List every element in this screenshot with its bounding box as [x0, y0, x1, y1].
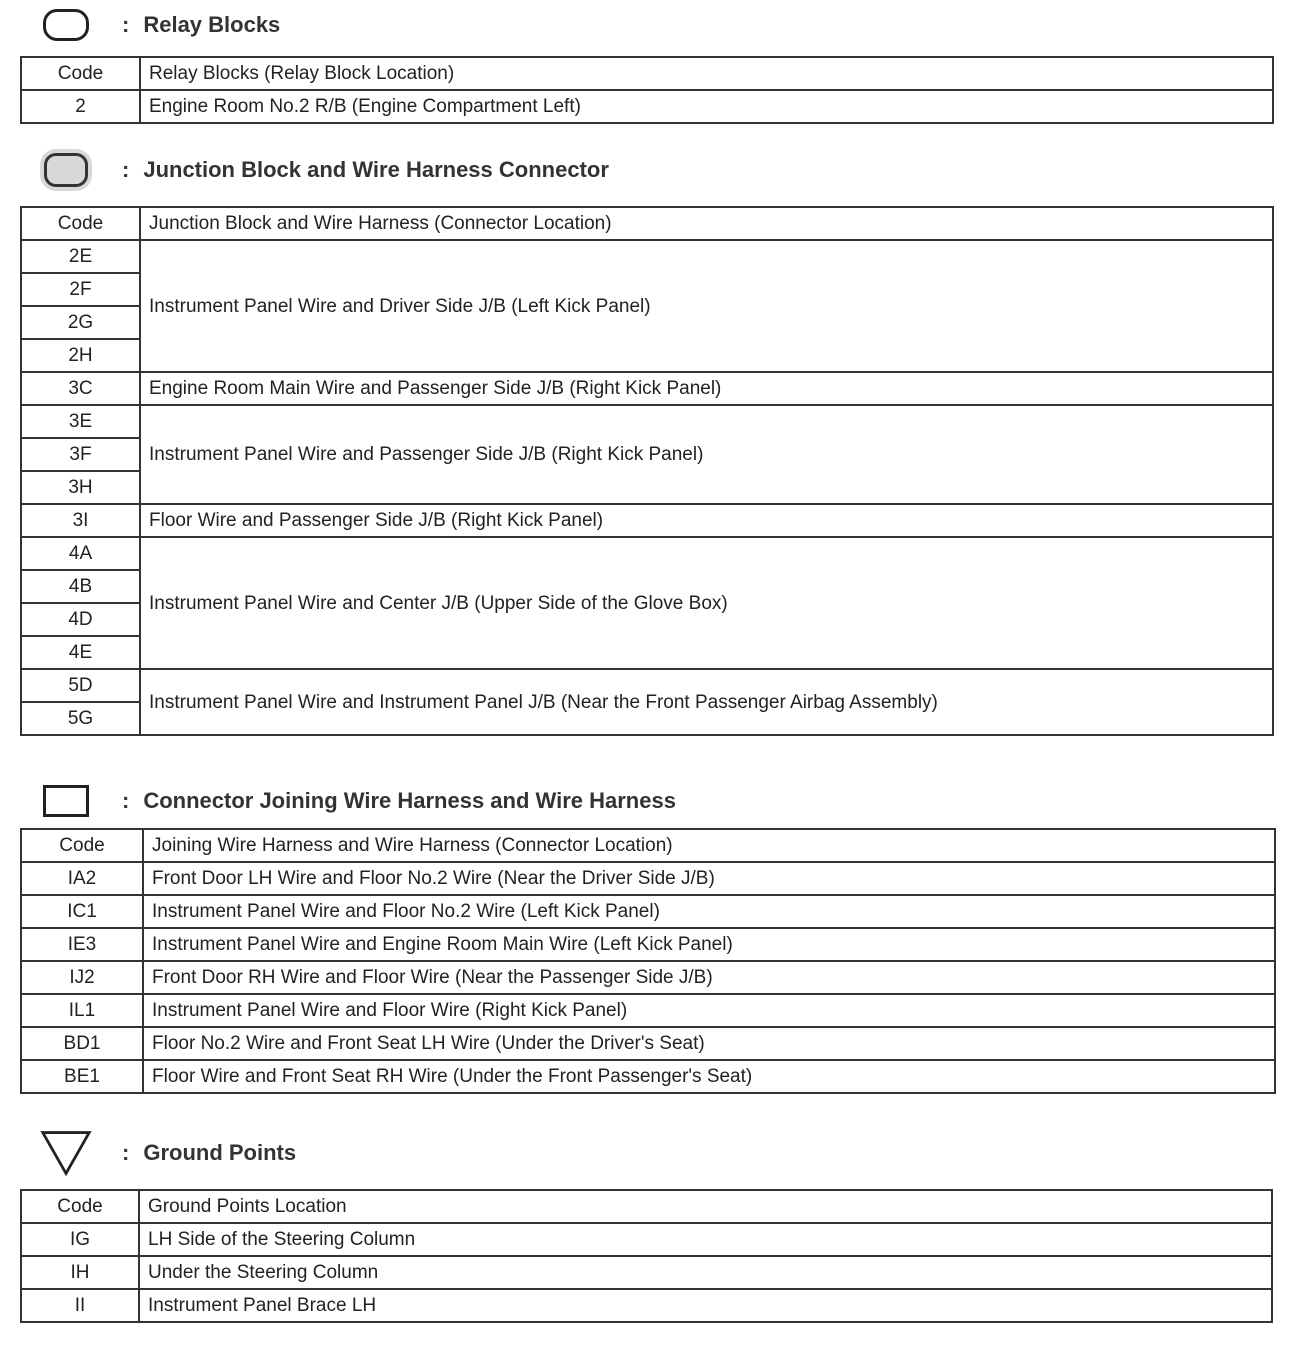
code-cell: 3E	[21, 405, 140, 438]
code-cell: 2H	[21, 339, 140, 372]
table-row	[21, 928, 1275, 961]
code-cell: 2F	[21, 273, 140, 306]
table-row	[21, 994, 1275, 1027]
code-header: Code	[21, 207, 140, 240]
junction-block-title: Junction Block and Wire Harness Connector	[143, 157, 609, 182]
table-row	[21, 405, 1273, 438]
code-cell: 2G	[21, 306, 140, 339]
ground-points-heading	[40, 1128, 296, 1178]
location-header: Relay Blocks (Relay Block Location)	[140, 57, 1273, 90]
code-cell: 3C	[21, 372, 140, 405]
connector-title: Connector Joining Wire Harness and Wire Harness	[143, 788, 676, 813]
code-cell: 4A	[21, 537, 140, 570]
location-header: Joining Wire Harness and Wire Harness (Connector Location)	[143, 829, 1275, 862]
relay-blocks-title: Relay Blocks	[143, 12, 281, 37]
junction-colon: :	[122, 157, 130, 182]
location-cell: Floor No.2 Wire and Front Seat LH Wire (Under the Driver's Seat)	[143, 1027, 1275, 1060]
code-cell: 2E	[21, 240, 140, 273]
code-cell: IE3	[21, 928, 143, 961]
code-cell: 2	[21, 90, 140, 123]
table-header-row	[21, 207, 1273, 240]
table-row	[21, 537, 1273, 570]
ground-points-table	[20, 1189, 1273, 1323]
relay-blocks-table	[20, 56, 1274, 124]
relay-block-oval-icon	[40, 3, 92, 47]
table-row	[21, 1256, 1272, 1289]
location-header: Ground Points Location	[139, 1190, 1272, 1223]
table-row	[21, 961, 1275, 994]
junction-block-shaded-oval-icon	[40, 148, 92, 192]
relay-colon: :	[122, 12, 130, 37]
location-cell: Floor Wire and Passenger Side J/B (Right Kick Panel)	[140, 504, 1273, 537]
code-cell: 4E	[21, 636, 140, 669]
code-cell: 3F	[21, 438, 140, 471]
location-cell: Under the Steering Column	[139, 1256, 1272, 1289]
table-row	[21, 1289, 1272, 1322]
code-cell: BD1	[21, 1027, 143, 1060]
location-cell: Instrument Panel Brace LH	[139, 1289, 1272, 1322]
location-cell: LH Side of the Steering Column	[139, 1223, 1272, 1256]
table-row	[21, 669, 1273, 702]
code-cell: 3I	[21, 504, 140, 537]
table-row	[21, 90, 1273, 123]
code-cell: 4B	[21, 570, 140, 603]
code-cell: IC1	[21, 895, 143, 928]
code-header: Code	[21, 57, 140, 90]
location-cell: Engine Room No.2 R/B (Engine Compartment Left)	[140, 90, 1273, 123]
table-header-row	[21, 829, 1275, 862]
connector-rectangle-icon	[40, 779, 92, 823]
location-cell: Instrument Panel Wire and Instrument Panel J/B (Near the Front Passenger Airbag Assembly)	[140, 669, 1273, 735]
code-cell: IL1	[21, 994, 143, 1027]
location-cell: Instrument Panel Wire and Passenger Side J/B (Right Kick Panel)	[140, 405, 1273, 504]
table-header-row	[21, 1190, 1272, 1223]
junction-block-heading	[40, 145, 609, 195]
location-cell: Instrument Panel Wire and Floor No.2 Wire (Left Kick Panel)	[143, 895, 1275, 928]
table-row	[21, 1223, 1272, 1256]
code-cell: BE1	[21, 1060, 143, 1093]
ground-points-title: Ground Points	[143, 1140, 297, 1165]
code-cell: 4D	[21, 603, 140, 636]
connector-colon: :	[122, 788, 130, 813]
table-header-row	[21, 57, 1273, 90]
code-cell: 5G	[21, 702, 140, 735]
code-header: Code	[21, 1190, 139, 1223]
location-cell: Front Door LH Wire and Floor No.2 Wire (Near the Driver Side J/B)	[143, 862, 1275, 895]
table-row	[21, 895, 1275, 928]
ground-triangle-icon	[40, 1131, 92, 1175]
code-cell: IA2	[21, 862, 143, 895]
code-cell: 3H	[21, 471, 140, 504]
code-header: Code	[21, 829, 143, 862]
table-row	[21, 240, 1273, 273]
table-row	[21, 504, 1273, 537]
junction-block-table	[20, 206, 1274, 736]
location-cell: Instrument Panel Wire and Center J/B (Upper Side of the Glove Box)	[140, 537, 1273, 669]
location-cell: Front Door RH Wire and Floor Wire (Near the Passenger Side J/B)	[143, 961, 1275, 994]
table-row	[21, 862, 1275, 895]
connector-heading	[40, 776, 676, 826]
location-header: Junction Block and Wire Harness (Connector Location)	[140, 207, 1273, 240]
location-cell: Instrument Panel Wire and Driver Side J/B (Left Kick Panel)	[140, 240, 1273, 372]
code-cell: IH	[21, 1256, 139, 1289]
connector-table	[20, 828, 1276, 1094]
location-cell: Floor Wire and Front Seat RH Wire (Under the Front Passenger's Seat)	[143, 1060, 1275, 1093]
code-cell: IJ2	[21, 961, 143, 994]
location-cell: Engine Room Main Wire and Passenger Side J/B (Right Kick Panel)	[140, 372, 1273, 405]
location-cell: Instrument Panel Wire and Floor Wire (Right Kick Panel)	[143, 994, 1275, 1027]
relay-blocks-heading	[40, 0, 280, 50]
code-cell: IG	[21, 1223, 139, 1256]
ground-colon: :	[122, 1140, 130, 1165]
table-row	[21, 1060, 1275, 1093]
code-cell: II	[21, 1289, 139, 1322]
table-row	[21, 1027, 1275, 1060]
location-cell: Instrument Panel Wire and Engine Room Main Wire (Left Kick Panel)	[143, 928, 1275, 961]
code-cell: 5D	[21, 669, 140, 702]
table-row	[21, 372, 1273, 405]
